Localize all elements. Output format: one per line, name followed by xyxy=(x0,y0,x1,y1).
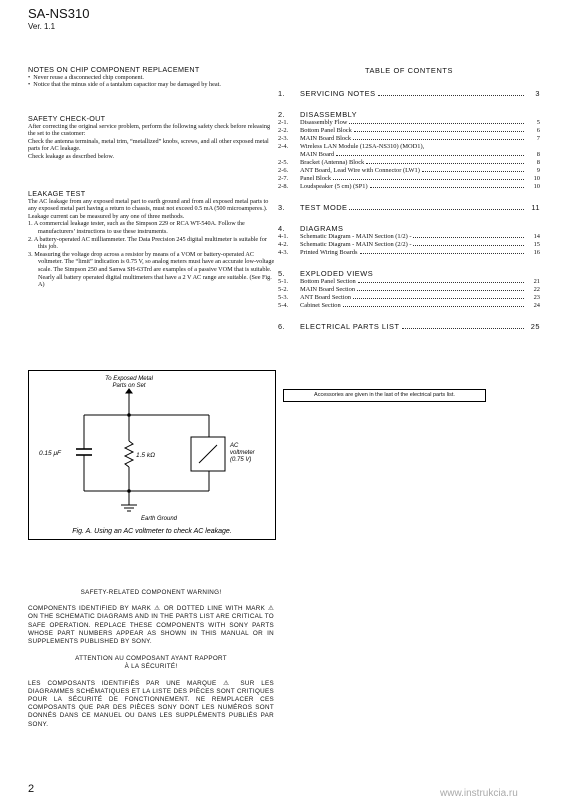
fig-caption: Fig. A. Using an AC voltmeter to check AC leakage. xyxy=(72,528,232,535)
leakage-heading: LEAKAGE TEST xyxy=(28,189,86,198)
notes-section xyxy=(28,66,276,89)
probe-arrow xyxy=(126,389,132,393)
toc-entry[interactable]: 5-4. Cabinet Section 24 xyxy=(278,302,540,309)
version-label: Ver. 1.1 xyxy=(28,22,56,31)
warning-body: COMPONENTS IDENTIFIED BY MARK ⚠ OR DOTTED LINE WITH MARK ⚠ ON THE SCHEMATIC DIAGRAMS AND IN THE PARTS LIST ARE CRITICAL TO SAFE OPERATION. REPLACE THESE COMPONENTS WITH SONY PARTS WHOSE PART NUMBERS APPEAR AS SHOWN IN THIS MANUAL OR IN SUPPLEMENTS PUBLISHED BY SONY. xyxy=(28,605,274,646)
fig-ground-label: Earth Ground xyxy=(141,516,178,522)
toc-entry[interactable]: 2-5. Bracket (Antenna) Block 8 xyxy=(278,159,540,166)
fig-meter-label-2: voltmeter xyxy=(230,450,255,456)
toc-entry[interactable]: 5-3. ANT Board Section 23 xyxy=(278,294,540,301)
accessories-note: Accessories are given in the last of the electrical parts list. xyxy=(283,389,486,402)
page-number: 2 xyxy=(28,783,35,795)
toc-entry[interactable]: 2-1. Disassembly Flow 5 xyxy=(278,119,540,126)
resistor-zigzag xyxy=(125,441,133,467)
leakage-item: 1. A commercial leakage tester, such as the Simpson 229 or RCA WT-540A. Follow the manufacturers’ instructions to use these instruments. xyxy=(28,220,245,235)
warning-title: SAFETY-RELATED COMPONENT WARNING! xyxy=(80,589,222,596)
table-of-contents xyxy=(278,66,540,331)
fig-res-label: 1.5 kΩ xyxy=(136,452,156,459)
toc-entry[interactable]: 2-2. Bottom Panel Block 6 xyxy=(278,127,540,134)
toc-entry[interactable]: 4-1. Schematic Diagram - MAIN Section (1/2) - 14 xyxy=(278,233,540,240)
leakage-section xyxy=(28,190,276,289)
toc-entry[interactable]: 1. SERVICING NOTES 3 xyxy=(278,89,540,98)
safety-warning xyxy=(28,589,274,729)
safety-heading: SAFETY CHECK-OUT xyxy=(28,114,106,123)
toc-section-heading: 4. DIAGRAMS xyxy=(278,224,344,233)
toc-entry[interactable]: 2-8. Loudspeaker (5 cm) (SP1) 10 xyxy=(278,183,540,190)
safety-paragraph: After correcting the original service problem, perform the following safety check before releasing the set to the customer: xyxy=(28,122,271,138)
toc-entry[interactable]: 6. ELECTRICAL PARTS LIST 25 xyxy=(278,322,540,331)
notes-bullet: • Never reuse a disconnected chip component. xyxy=(28,73,144,81)
fig-top-label-1: To Exposed Metal xyxy=(105,376,153,382)
notes-bullet: • Notice that the minus side of a tantalum capacitor may be damaged by heat. xyxy=(28,81,221,89)
toc-entry[interactable]: 2-3. MAIN Board Block 7 xyxy=(278,135,540,142)
figure-a xyxy=(28,370,276,540)
toc-s5-list xyxy=(278,278,540,310)
toc-section-heading: 5. EXPLODED VIEWS xyxy=(278,269,374,278)
safety-paragraph: Check leakage as described below. xyxy=(28,152,115,160)
leakage-item: 2. A battery-operated AC milliammeter. The Data Precision 245 digital multimeter is suitable for this job. xyxy=(28,235,267,251)
warning-fr-title-2: À LA SÉCURITÉ! xyxy=(124,663,178,671)
toc-entry[interactable]: 3. TEST MODE 11 xyxy=(278,203,540,212)
leakage-circuit-diagram xyxy=(29,371,275,539)
toc-entry[interactable]: MAIN Board 8 xyxy=(300,151,540,158)
toc-entry[interactable]: 2-6. ANT Board, Lead Wire with Connector (LW1) 9 xyxy=(278,167,540,174)
notes-heading: NOTES ON CHIP COMPONENT REPLACEMENT xyxy=(28,65,200,74)
leakage-item: 3. Measuring the voltage drop across a resistor by means of a VOM or battery-operated AC voltmeter. The “limit” indication is 0.75 V, so analog meters must have an accurate low-voltage scale. The Simpson 250 and Sanwa SH-63Trd are examples of a passive VOM that is suitable. Nearly all battery operated digital multimeters that have a 2 V AC range are suitable. (See Fig. A) xyxy=(28,250,275,289)
fig-meter-label-1: AC xyxy=(230,443,239,449)
fig-cap-label: 0.15 μF xyxy=(39,450,61,457)
model-title: SA-NS310 xyxy=(28,6,90,21)
fig-meter-label-3: (0.75 V) xyxy=(230,457,252,463)
toc-entry[interactable]: 2-7. Panel Block 10 xyxy=(278,175,540,182)
toc-entry[interactable]: 5-1. Bottom Panel Section 21 xyxy=(278,278,540,285)
safety-section xyxy=(28,115,276,161)
toc-entry[interactable]: 4-3. Printed Wiring Boards 16 xyxy=(278,249,540,256)
fig-top-label-2: Parts on Set xyxy=(112,383,146,389)
toc-entry[interactable]: 2-4. Wireless LAN Module (12SA-NS310) (MOD1), xyxy=(278,143,425,150)
watermark: www.instrukcia.ru xyxy=(440,788,518,799)
toc-section-heading: 2. DISASSEMBLY xyxy=(278,110,358,119)
voltmeter-needle xyxy=(199,445,217,463)
leakage-intro: The AC leakage from any exposed metal part to earth ground and from all exposed metal parts to any exposed metal part having a return to chassis, must not exceed 0.5 mA (500 microamperes.). Leakage current can be measured by any one of three methods. xyxy=(28,197,269,220)
toc-entry[interactable]: 4-2. Schematic Diagram - MAIN Section (2/2) - 15 xyxy=(278,241,540,248)
toc-title: TABLE OF CONTENTS xyxy=(364,66,454,75)
warning-fr-body: LES COMPOSANTS IDENTIFIÉS PAR UNE MARQUE ⚠ SUR LES DIAGRAMMES SCHÉMATIQUES ET LA LISTE DES PIÈCES SONT CRITIQUES POUR LA SÉCURITÉ DE FONCTIONNEMENT. NE REMPLACER CES COMPOSANTS QUE PAR DES PIÈCES SONY DONT LES NUMÉROS SONT DONNÉS DANS CE MANUEL OU DANS LES SUPPLÉMENTS PUBLIÉS PAR SONY. xyxy=(28,679,274,728)
safety-paragraph: Check the antenna terminals, metal trim, “metallized” knobs, screws, and all other exposed metal parts for AC leakage. xyxy=(28,137,269,153)
toc-entry[interactable]: 5-2. MAIN Board Section 22 xyxy=(278,286,540,293)
toc-s4-list xyxy=(278,233,540,257)
toc-s2-list xyxy=(278,119,540,191)
warning-fr-title-1: ATTENTION AU COMPOSANT AYANT RAPPORT xyxy=(75,655,227,663)
